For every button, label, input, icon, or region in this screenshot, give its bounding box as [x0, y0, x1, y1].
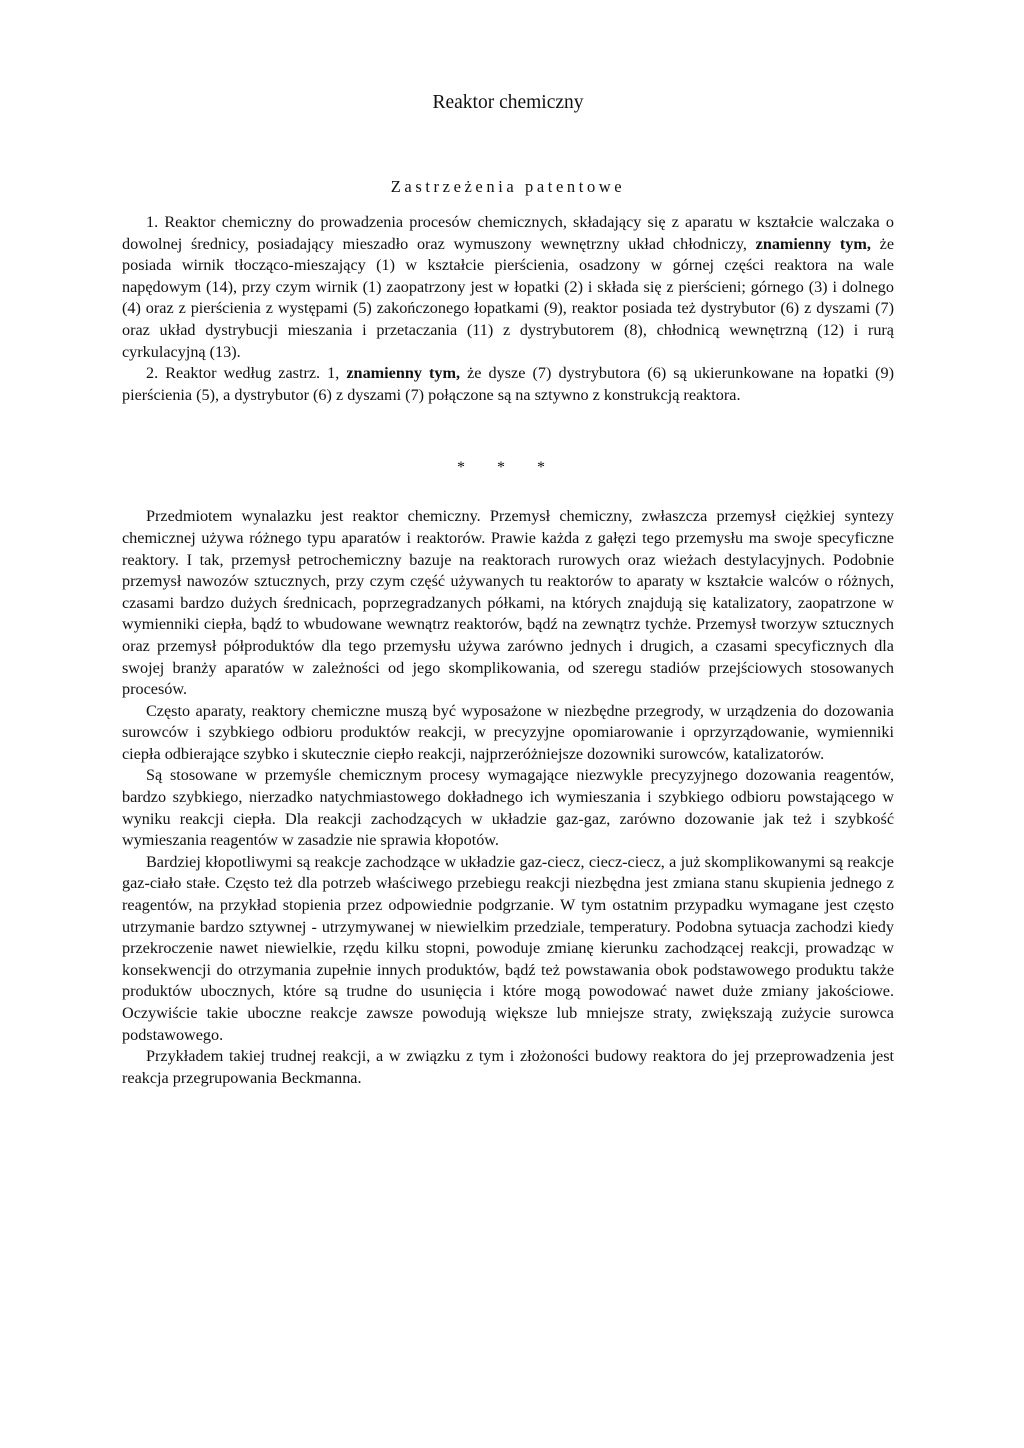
section-separator: * * * [457, 459, 559, 477]
claim-2-emphasis: znamienny tym, [346, 364, 461, 383]
description-paragraph: Są stosowane w przemyśle chemicznym procesy wymagające niezwykle precyzyjnego dozowania reagentów, bardzo szybkiego, nierzadko natychmiastowego dokładnego ich wymieszania i szybkiego odbioru powstającego w wyniku reakcji ciepła. Dla reakcji zachodzących w układzie gaz-gaz, zarówno dozowanie jak też i szybkość wymieszania reagentów w zasadzie nie sprawia kłopotów. [122, 766, 894, 850]
claim-2-text-end: że dysze (7) dystrybutora (6) są ukierunkowane na łopatki (9) pierścienia (5), a dystrybutor (6) z dyszami (7) połączone są na sztywno z konstrukcją reaktora. [122, 364, 895, 404]
claim-1-text-end: że posiada wirnik tłocząco-mieszający (1) w kształcie pierścienia, osadzony w górnej części reaktora na wale napędowym (14), przy czym wirnik (1) zaopatrzony jest w łopatki (2) i składa się z pierścieni; górnego (3) i dolnego (4) oraz z pierścienia z występami (5) zakończonego łopatkami (9), reaktor posiada też dystrybutor (6) z dyszami (7) oraz układ dystrybucji mieszania i przetaczania (11) z dystrybutorem (8), chłodnicą wewnętrzną (12) i rurą cyrkulacyjną (13). [122, 234, 894, 361]
claims-heading: Zastrzeżenia patentowe [390, 177, 626, 196]
claims-section [122, 212, 894, 406]
description-paragraph: Przedmiotem wynalazku jest reaktor chemiczny. Przemysł chemiczny, zwłaszcza przemysł ciężkiej syntezy chemicznej używa różnego typu aparatów i reaktorów. Prawie każda z gałęzi tego przemysłu ma swoje specyficzne reaktory. I tak, przemysł petrochemiczny bazuje na reaktorach rurowych oraz wieżach destylacyjnych. Podobnie przemysł nawozów sztucznych, przy czym część używanych tu reaktorów to aparaty w kształcie walców o różnych, czasami bardzo dużych średnicach, poprzegradzanych półkami, na których znajdują się katalizatory, zaopatrzone w wymienniki ciepła, bądź to wbudowane wewnątrz reaktorów, bądź na zewnątrz tychże. Przemysł tworzyw sztucznych oraz przemysł półproduktów dla tego przemysłu używa zarówno jednych i drugich, a czasami specyficznych dla swojej branży aparatów w zależności od jego skomplikowania, od szeregu stadiów przejściowych stosowanych procesów. [122, 507, 894, 699]
document-page [122, 90, 894, 1089]
claim-1-text-start: 1. Reaktor chemiczny do prowadzenia procesów chemicznych, składający się z aparatu w kształcie walczaka o dowolnej średnicy, posiadający mieszadło oraz wymuszony wewnętrzny układ chłodniczy, [122, 213, 894, 253]
description-paragraph: Przykładem takiej trudnej reakcji, a w związku z tym i złożoności budowy reaktora do jej przeprowadzenia jest reakcja przegrupowania Beckmanna. [122, 1047, 894, 1087]
description-section [122, 506, 894, 1089]
description-paragraph: Bardziej kłopotliwymi są reakcje zachodzące w układzie gaz-ciecz, ciecz-ciecz, a już skomplikowanymi są reakcje gaz-ciało stałe. Często też dla potrzeb właściwego przebiegu reakcji niezbędna jest zmiana stanu skupienia jednego z reagentów, na przykład stopienia przez odpowiednie podgrzanie. W tym ostatnim przypadku wymagane jest często utrzymanie bardzo sztywnej - utrzymywanej w niewielkim przedziale, temperatury. Podobna sytuacja zachodzi kiedy przekroczenie nawet niewielkie, rzędu kilku stopni, powoduje zmianę kierunku zachodzącej reakcji, prowadząc w konsekwencji do otrzymania zupełnie innych produktów, bądź też powstawania obok podstawowego produktu także produktów ubocznych, które są trudne do usunięcia i które mogą powodować nawet duże zmiany jakościowe. Oczywiście takie uboczne reakcje zawsze powodują większe lub mniejsze straty, zwiększają zużycie surowca podstawowego. [122, 852, 894, 1044]
document-title: Reaktor chemiczny [432, 92, 584, 113]
claim-1 [122, 212, 894, 363]
description-paragraph: Często aparaty, reaktory chemiczne muszą być wyposażone w niezbędne przegrody, w urządzenia do dozowania surowców i szybkiego odbioru produktów reakcji, w precyzyjne opomiarowanie i oprzyrządowanie, wymienniki ciepła odbierające szybko i skutecznie ciepło reakcji, najprzeróżniejsze dozowniki surowców, katalizatorów. [122, 701, 894, 763]
claim-1-emphasis: znamienny tym, [755, 234, 871, 253]
claim-2 [122, 363, 894, 406]
claim-2-text-start: 2. Reaktor według zastrz. 1, [146, 364, 347, 383]
